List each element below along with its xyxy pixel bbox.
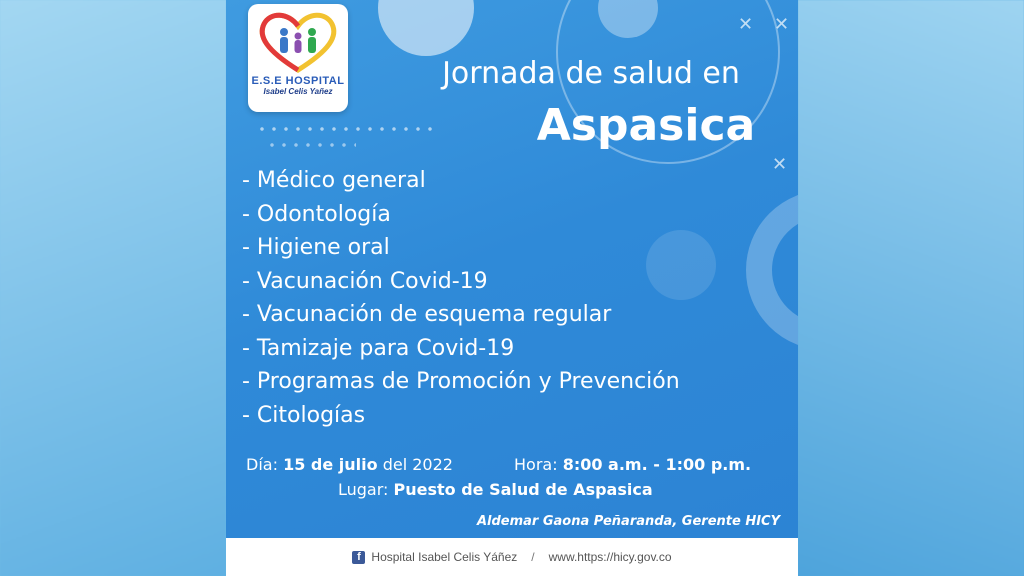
signature: Aldemar Gaona Peñaranda, Gerente HICY xyxy=(476,514,780,529)
service-item: - Citologías xyxy=(242,402,366,428)
footer-separator: / xyxy=(531,550,535,564)
event-time xyxy=(514,455,751,474)
service-item: - Programas de Promoción y Prevención xyxy=(242,369,680,394)
decorative-x-icon: ✕ xyxy=(772,154,788,175)
service-item: - Higiene oral xyxy=(242,235,390,260)
decorative-circle xyxy=(378,0,474,56)
hospital-logo xyxy=(248,4,348,112)
title-line-2: Aspasica xyxy=(536,100,756,151)
date-label: Día: xyxy=(246,455,278,474)
place-label: Lugar: xyxy=(338,480,389,499)
service-item: - Vacunación de esquema regular xyxy=(242,302,612,327)
decorative-dots xyxy=(256,124,436,134)
date-year: del 2022 xyxy=(382,455,453,474)
decorative-x-icon: ✕ xyxy=(738,14,754,35)
time-label: Hora: xyxy=(514,455,558,474)
decorative-dots xyxy=(266,140,356,150)
place-value: Puesto de Salud de Aspasica xyxy=(393,480,653,499)
service-item: - Médico general xyxy=(242,168,426,193)
services-list xyxy=(242,164,680,432)
event-place xyxy=(338,480,653,499)
logo-name: E.S.E HOSPITAL xyxy=(251,75,345,87)
service-item: - Tamizaje para Covid-19 xyxy=(242,335,515,361)
service-item: - Odontología xyxy=(242,201,391,227)
logo-subname: Isabel Celis Yañez xyxy=(263,87,333,96)
date-value: 15 de julio xyxy=(283,455,378,474)
title-line-1: Jornada de salud en xyxy=(442,56,740,91)
time-value: 8:00 a.m. - 1:00 p.m. xyxy=(562,455,752,474)
decorative-x-icon: ✕ xyxy=(774,14,790,35)
facebook-page-link[interactable]: Hospital Isabel Celis Yáñez xyxy=(371,550,518,564)
family-heart-icon xyxy=(256,10,340,74)
footer xyxy=(226,538,798,576)
website-link[interactable]: www.https://hicy.gov.co xyxy=(548,550,672,564)
right-background xyxy=(798,0,1024,576)
left-background xyxy=(0,0,226,576)
poster xyxy=(226,0,798,576)
decorative-ring xyxy=(746,190,798,350)
facebook-icon[interactable]: f xyxy=(352,551,365,564)
event-date xyxy=(246,455,453,474)
service-item: - Vacunación Covid-19 xyxy=(242,268,488,294)
